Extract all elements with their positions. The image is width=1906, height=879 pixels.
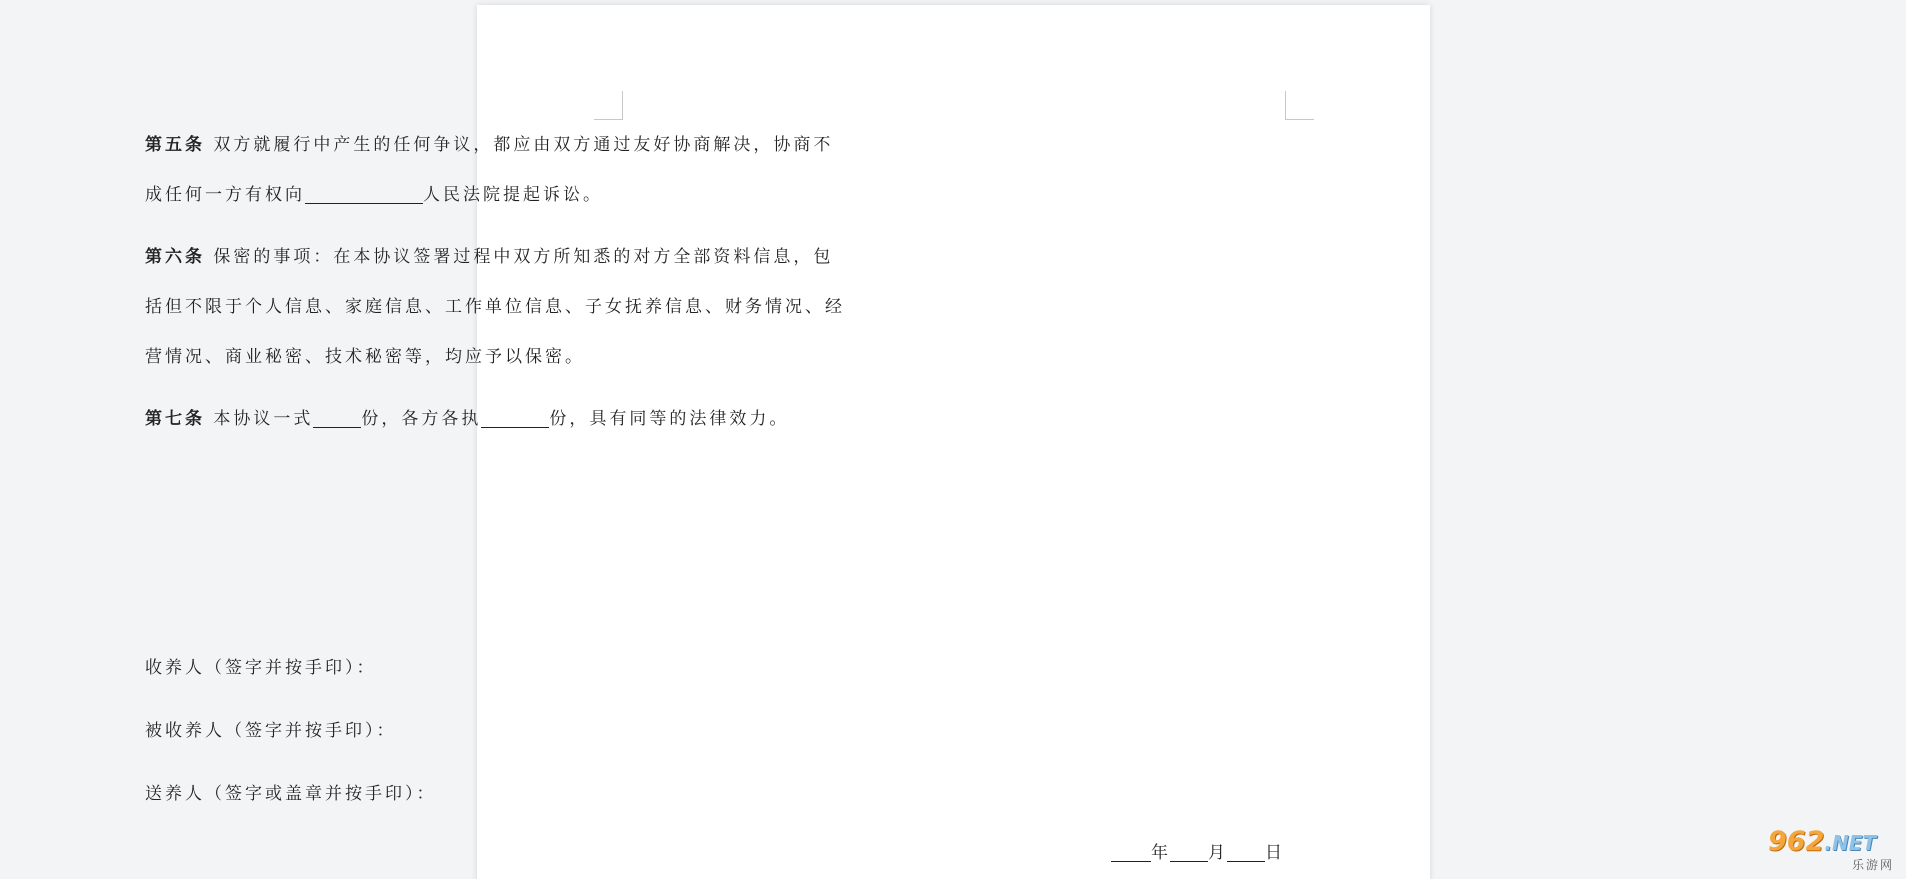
adoptee-signature: 被收养人（签字并按手印）： — [145, 721, 397, 741]
adopter-signature: 收养人（签字并按手印）： — [145, 658, 377, 678]
article-6-line-2 — [145, 282, 845, 332]
article-6-label: 第六条 — [145, 247, 205, 267]
margin-corner-top-left — [594, 91, 623, 120]
article-7-text-2: 份，各方各执 — [361, 409, 482, 429]
watermark-site-name: 乐游网 — [1851, 858, 1894, 872]
article-6-text-2: 括但不限于个人信息、家庭信息、工作单位信息、子女抚养信息、财务情况、经 — [145, 297, 845, 317]
article-7-line-1 — [145, 394, 809, 444]
copies-blank — [313, 407, 361, 428]
watermark-net: .NET — [1824, 831, 1877, 855]
article-5-text-2a: 成任何一方有权向 — [145, 185, 305, 205]
article-7-text-3: 份，具有同等的法律效力。 — [549, 409, 790, 429]
article-5-text-2b: 人民法院提起诉讼。 — [423, 185, 603, 205]
article-5-line-2 — [145, 170, 809, 220]
month-label: 月 — [1208, 843, 1227, 863]
each-copies-blank — [481, 407, 549, 428]
year-blank — [1111, 841, 1151, 862]
document-body — [145, 120, 845, 444]
day-label: 日 — [1265, 843, 1284, 863]
article-6-text-1: 保密的事项：在本协议签署过程中双方所知悉的对方全部资料信息，包 — [213, 247, 834, 267]
article-6-line-1 — [145, 232, 834, 282]
month-blank — [1170, 841, 1208, 862]
article-6-line-3 — [145, 332, 809, 382]
court-blank — [305, 183, 423, 204]
article-5-line-1 — [145, 120, 834, 170]
year-label: 年 — [1151, 843, 1170, 863]
article-5-text-1: 双方就履行中产生的任何争议，都应由双方通过友好协商解决，协商不 — [213, 135, 834, 155]
signature-block — [145, 640, 437, 829]
article-6-text-3: 营情况、商业秘密、技术秘密等，均应予以保密。 — [145, 347, 585, 367]
article-7-label: 第七条 — [145, 409, 205, 429]
article-7-text-1: 本协议一式 — [213, 409, 314, 429]
site-watermark-logo — [1768, 828, 1898, 872]
margin-corner-top-right — [1285, 91, 1314, 120]
placer-signature: 送养人（签字或盖章并按手印）： — [145, 784, 437, 804]
date-line — [1111, 838, 1284, 863]
watermark-number: 962 — [1768, 826, 1825, 857]
article-5-label: 第五条 — [145, 135, 205, 155]
day-blank — [1227, 841, 1265, 862]
